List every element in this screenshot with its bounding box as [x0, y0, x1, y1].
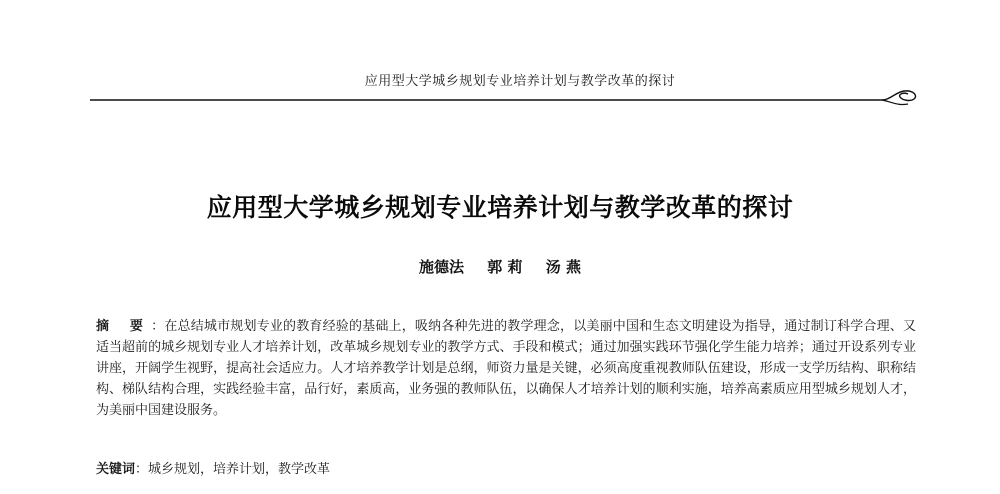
keywords-separator: ：	[135, 462, 149, 477]
author-list	[0, 256, 1000, 277]
author-name: 汤 燕	[545, 258, 581, 276]
abstract	[96, 316, 916, 421]
keywords-text: 城乡规划，培养计划，教学改革	[148, 462, 331, 477]
abstract-separator: ：	[151, 319, 165, 334]
keywords	[96, 459, 916, 480]
paper-title: 应用型大学城乡规划专业培养计划与教学改革的探讨	[206, 193, 794, 222]
keywords-label: 关键词	[96, 462, 136, 477]
header-rule-ornament	[90, 86, 920, 110]
abstract-text: 在总结城市规划专业的教育经验的基础上，吸纳各种先进的教学理念，以美丽中国和生态文明建设为指导，通过制订科学合理、又适当超前的城乡规划专业人才培养计划，改革城乡规划专业的教学方式、手段和模式；通过加强实践环节强化学生能力培养；通过开设系列专业讲座，开阔学生视野，提高社会适应力。人才培养教学计划是总纲，师资力量是关键，必须高度重视教师队伍建设，形成一支学历结构、职称结构、梯队结构合理，实践经验丰富，品行好，素质高，业务强的教师队伍，以确保人才培养计划的顺利实施，培养高素质应用型城乡规划人才，为美丽中国建设服务。	[96, 319, 916, 418]
author-name: 施德法	[419, 258, 465, 276]
running-header: 应用型大学城乡规划专业培养计划与教学改革的探讨	[364, 74, 676, 89]
author-name: 郭 莉	[487, 258, 523, 276]
abstract-label: 摘 要	[96, 319, 152, 334]
